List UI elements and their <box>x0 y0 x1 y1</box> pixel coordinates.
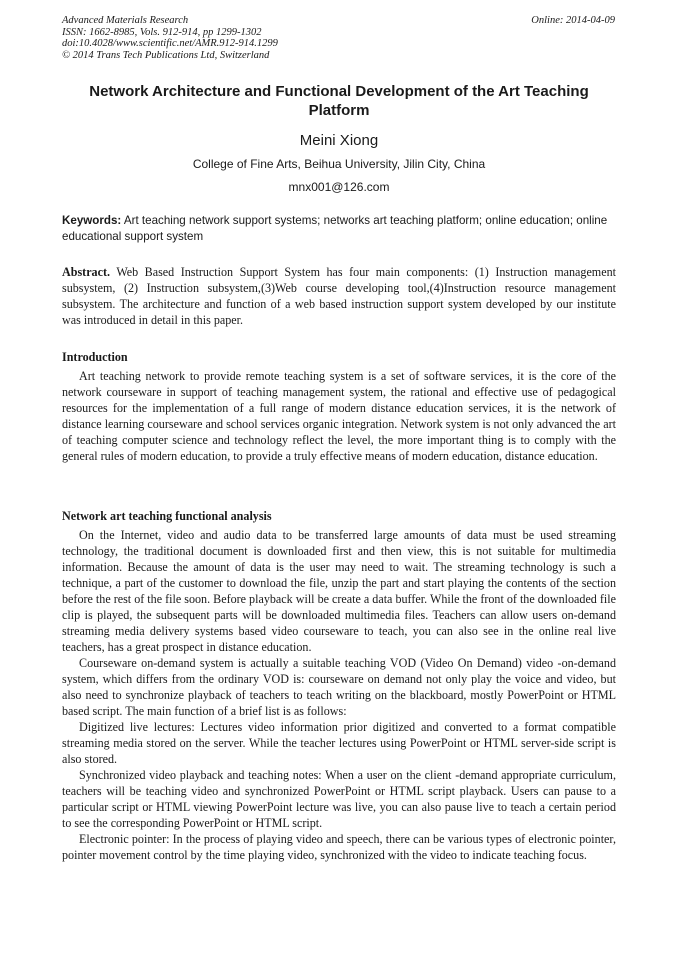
abstract <box>62 264 616 328</box>
keywords <box>62 213 616 245</box>
analysis-section <box>62 508 616 863</box>
analysis-paragraph: Electronic pointer: In the process of playing video and speech, there can be various types of electronic pointer, pointer movement control by the time playing video, synchronized with the video to indicate teaching focus. <box>62 832 616 862</box>
keywords-label: Keywords: <box>62 214 122 227</box>
paper-title: Network Architecture and Functional Development of the Art Teaching Platform <box>89 83 589 119</box>
author-email: mnx001@126.com <box>288 180 390 194</box>
analysis-heading: Network art teaching functional analysis <box>62 509 272 523</box>
journal-name: Advanced Materials Research <box>62 15 189 26</box>
journal-doi: doi:10.4028/www.scientific.net/AMR.912-914.1299 <box>62 38 278 49</box>
journal-header <box>62 15 278 61</box>
analysis-paragraph: On the Internet, video and audio data to be transferred large amounts of data must be used streaming technology, the traditional document is downloaded first and then view, this is not suitable for multimedia information. Because the amount of data is the user may need to wait. The streaming technology is such a technique, a part of the customer to download the file, unzip the part and start playing the contents of the section before the rest of the file soon. Before playback will be create a data buffer. While the front of the downloaded file clip is played, the subsequent parts will be downloaded multimedia files. Teachers can allow users on-demand streaming media delivery systems based video courseware to teach, you can also see in the online real live teachers, has a great prospect in distance education. <box>62 528 616 654</box>
author-name: Meini Xiong <box>299 132 379 149</box>
author-affiliation: College of Fine Arts, Beihua University, Jilin City, China <box>192 157 486 171</box>
journal-issn: ISSN: 1662-8985, Vols. 912-914, pp 1299-1302 <box>62 26 262 38</box>
online-date: Online: 2014-04-09 <box>531 15 615 26</box>
introduction-heading: Introduction <box>62 350 128 364</box>
analysis-paragraph: Digitized live lectures: Lectures video information prior digitized and converted to a format compatible streaming media stored on the server. While the teacher lectures using PowerPoint or HTML server-side script is also stored. <box>62 720 616 766</box>
keywords-text: Art teaching network support systems; networks art teaching platform; online education; online educational support system <box>62 214 608 243</box>
introduction-paragraph: Art teaching network to provide remote teaching system is a set of software services, it is the core of the network courseware in support of teaching management system, the rational and effective use of pedagogical resources for the implementation of a full range of modern distance education services, it is the network of distance learning courseware and school services organic integration. Network system is not only advanced the art of teaching computer science and technology reflect the level, the more important thing is to comply with the general rules of modern education, to provide a truly effective means of modern education, distance education. <box>62 369 616 463</box>
analysis-paragraph: Synchronized video playback and teaching notes: When a user on the client -demand appropriate curriculum, teachers will be teaching video and synchronized PowerPoint or HTML script playback. Users can pause to a particular script or HTML viewing PowerPoint lecture was live, you can also pause live to teach a certain period to see the corresponding PowerPoint or HTML script. <box>62 768 616 830</box>
abstract-text: Web Based Instruction Support System has four main components: (1) Instruction management subsystem, (2) Instruction subsystem,(3)Web course developing tool,(4)Instruction resource management subsystem. The architecture and function of a web based instruction support system developed by our institute was introduced in detail in this paper. <box>62 265 616 327</box>
journal-copyright: © 2014 Trans Tech Publications Ltd, Switzerland <box>62 49 270 61</box>
introduction-section <box>62 349 616 464</box>
analysis-paragraph: Courseware on-demand system is actually a suitable teaching VOD (Video On Demand) video -on-demand system, which differs from the ordinary VOD is: courseware on demand not only play the voice and video, but also need to synchronize playback of teachers to teach writing on the blackboard, mostly PowerPoint or HTML based script. The main function of a brief list is as follows: <box>62 656 616 718</box>
abstract-label: Abstract. <box>62 265 111 279</box>
